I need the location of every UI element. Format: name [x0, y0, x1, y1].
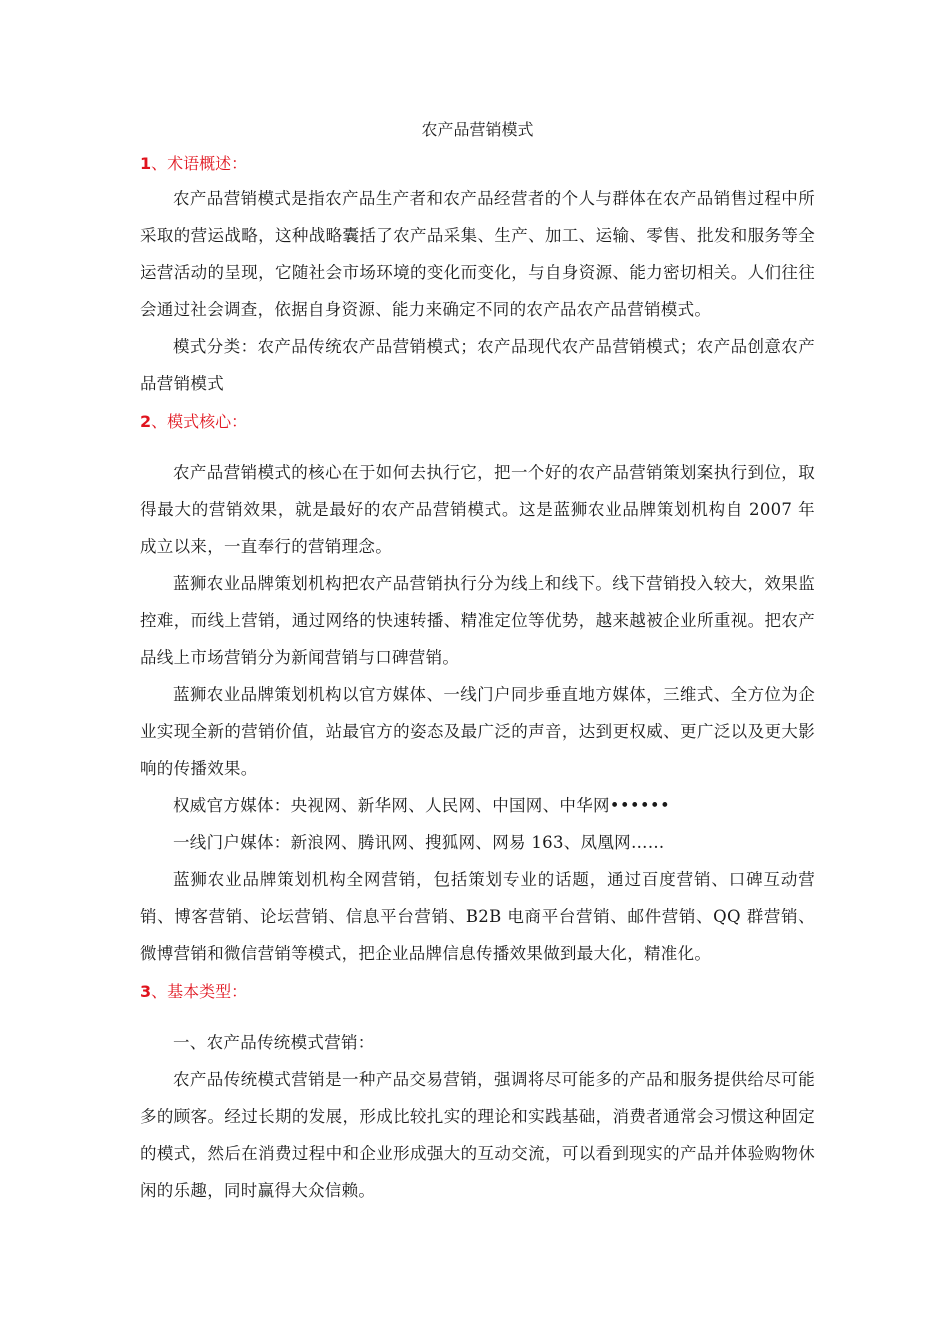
- paragraph: 一线门户媒体：新浪网、腾讯网、搜狐网、网易 163、凤凰网……: [173, 833, 665, 852]
- paragraph: 农产品传统模式营销是一种产品交易营销，强调将尽可能多的产品和服务提供给尽可能多的顾客。经过长期的发展，形成比较扎实的理论和实践基础，消费者通常会习惯这种固定的模式，然后在消费过程中和企业形成强大的互动交流，可以看到现实的产品并体验购物休闲的乐趣，同时赢得大众信赖。: [140, 1070, 815, 1200]
- section-heading-text: 、基本类型：: [151, 982, 248, 1001]
- section-number: 1: [140, 154, 152, 173]
- section-number: 2: [140, 412, 152, 431]
- paragraph: 一、农产品传统模式营销：: [173, 1033, 375, 1052]
- paragraph: 权威官方媒体：央视网、新华网、人民网、中国网、中华网••••••: [173, 796, 670, 815]
- paragraph: 蓝狮农业品牌策划机构把农产品营销执行分为线上和线下。线下营销投入较大，效果监控难，而线上营销，通过网络的快速转播、精准定位等优势，越来越被企业所重视。把农产品线上市场营销分为新闻营销与口碑营销。: [140, 574, 815, 667]
- document-title: 农产品营销模式: [421, 120, 534, 139]
- section-number: 3: [140, 982, 152, 1001]
- section-heading-text: 、术语概述：: [151, 154, 248, 173]
- section-heading-1: [140, 152, 815, 176]
- paragraph: 农产品营销模式的核心在于如何去执行它，把一个好的农产品营销策划案执行到位，取得最大的营销效果，就是最好的农产品营销模式。这是蓝狮农业品牌策划机构自 2007 年成立以来，一直奉行的营销理念。: [140, 463, 815, 556]
- paragraph: 蓝狮农业品牌策划机构全网营销，包括策划专业的话题，通过百度营销、口碑互动营销、博客营销、论坛营销、信息平台营销、B2B 电商平台营销、邮件营销、QQ 群营销、微博营销和微信营销等模式，把企业品牌信息传播效果做到最大化，精准化。: [140, 870, 815, 963]
- section-heading-text: 、模式核心：: [151, 412, 248, 431]
- section-heading-2: [140, 410, 815, 434]
- paragraph: 农产品营销模式是指农产品生产者和农产品经营者的个人与群体在农产品销售过程中所采取的营运战略，这种战略囊括了农产品采集、生产、加工、运输、零售、批发和服务等全运营活动的呈现，它随社会市场环境的变化而变化，与自身资源、能力密切相关。人们往往会通过社会调查，依据自身资源、能力来确定不同的农产品农产品营销模式。: [140, 189, 815, 319]
- section-heading-3: [140, 980, 815, 1004]
- paragraph: 蓝狮农业品牌策划机构以官方媒体、一线门户同步垂直地方媒体，三维式、全方位为企业实现全新的营销价值，站最官方的姿态及最广泛的声音，达到更权威、更广泛以及更大影响的传播效果。: [140, 685, 815, 778]
- paragraph: 模式分类：农产品传统农产品营销模式；农产品现代农产品营销模式；农产品创意农产品营销模式: [140, 337, 815, 393]
